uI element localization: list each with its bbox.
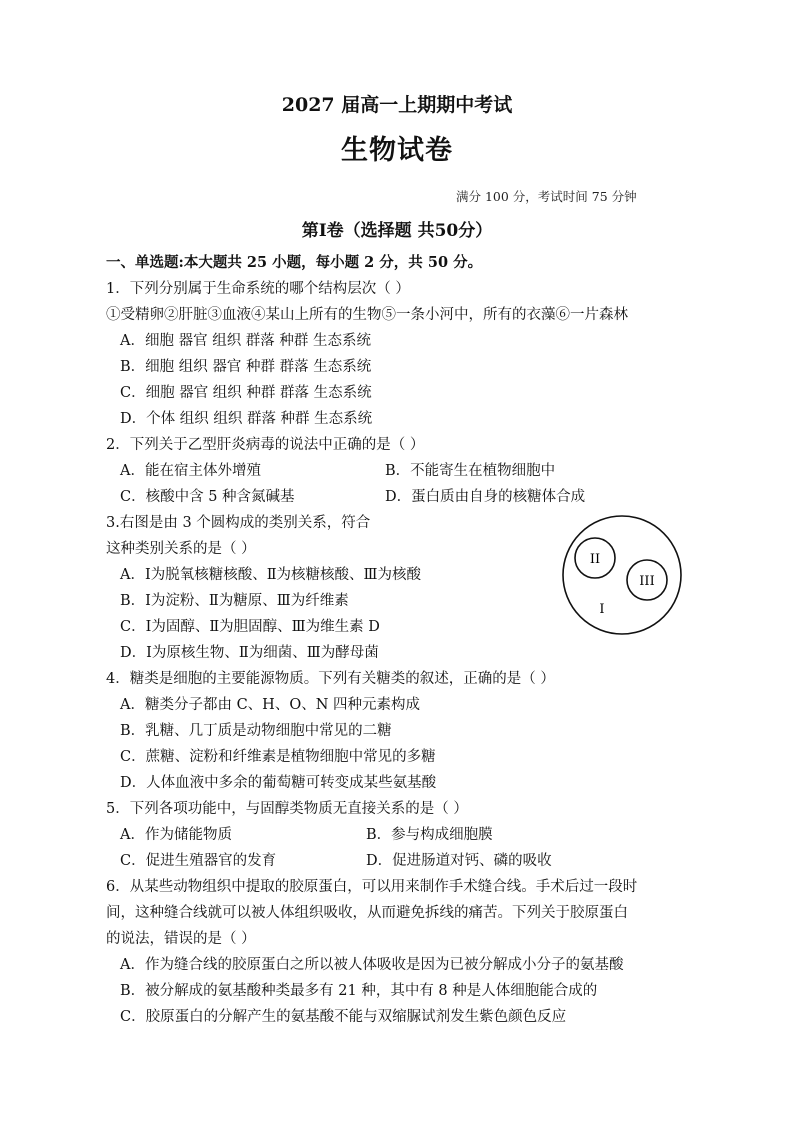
- question-4-option-a: A．糖类分子都由 C、H、O、N 四种元素构成: [120, 697, 421, 713]
- outer-circle: [563, 516, 681, 634]
- question-3-stem: 3.右图是由 3 个圆构成的类别关系，符合: [106, 515, 371, 531]
- question-5-option-c: C．促进生殖器官的发育: [120, 853, 277, 869]
- question-6-stem-2: 间，这种缝合线就可以被人体组织吸收，从而避免拆线的痛苦。下列关于胶原蛋白: [106, 905, 628, 921]
- exam-title: 2027 届高一上期期中考试: [281, 94, 513, 116]
- question-1-stem-2: ①受精卵②肝脏③血液④某山上所有的生物⑤一条小河中，所有的衣藻⑥一片森林: [106, 307, 628, 323]
- question-5-option-a: A．作为储能物质: [120, 827, 232, 843]
- label-outer: I: [599, 602, 605, 617]
- question-5-option-d: D．促进肠道对钙、磷的吸收: [366, 853, 552, 869]
- question-1-option-d: D．个体 组织 组织 群落 种群 生态系统: [120, 411, 373, 427]
- label-inner-1: II: [589, 552, 601, 567]
- question-3-option-d: D．Ⅰ为原核生物、Ⅱ为细菌、Ⅲ为酵母菌: [120, 645, 379, 661]
- question-6-option-c: C．胶原蛋白的分解产生的氨基酸不能与双缩脲试剂发生紫色颜色反应: [120, 1009, 567, 1025]
- question-1-option-b: B．细胞 组织 器官 种群 群落 生态系统: [120, 359, 372, 375]
- venn-diagram: [560, 513, 684, 637]
- question-6-stem-3: 的说法，错误的是（ ）: [106, 931, 256, 947]
- exam-meta: 满分 100 分，考试时间 75 分钟: [456, 189, 637, 204]
- question-4-option-b: B．乳糖、几丁质是动物细胞中常见的二糖: [120, 723, 392, 739]
- question-1-option-a: A．细胞 器官 组织 群落 种群 生态系统: [120, 333, 372, 349]
- question-2-stem: 2．下列关于乙型肝炎病毒的说法中正确的是（ ）: [106, 437, 425, 453]
- question-4-option-c: C．蔗糖、淀粉和纤维素是植物细胞中常见的多糖: [120, 749, 436, 765]
- question-6-option-a: A．作为缝合线的胶原蛋白之所以被人体吸收是因为已被分解成小分子的氨基酸: [120, 957, 624, 973]
- label-inner-2: III: [639, 574, 655, 589]
- question-6-option-b: B．被分解成的氨基酸种类最多有 21 种，其中有 8 种是人体细胞能合成的: [120, 983, 598, 999]
- part-heading: 一、单选题:本大题共 25 小题，每小题 2 分，共 50 分。: [106, 254, 483, 271]
- question-1-stem: 1．下列分别属于生命系统的哪个结构层次（ ）: [106, 281, 410, 297]
- section-title: 第Ⅰ卷（选择题 共50分）: [301, 221, 493, 241]
- question-3-option-c: C．Ⅰ为固醇、Ⅱ为胆固醇、Ⅲ为维生素 D: [120, 619, 380, 635]
- question-3-stem-2: 这种类别关系的是（ ）: [106, 541, 256, 557]
- question-2-option-d: D．蛋白质由自身的核糖体合成: [385, 489, 586, 505]
- question-5-stem: 5．下列各项功能中，与固醇类物质无直接关系的是（ ）: [106, 801, 468, 817]
- question-6-stem: 6．从某些动物组织中提取的胶原蛋白，可以用来制作手术缝合线。手术后过一段时: [106, 879, 638, 895]
- question-2-option-a: A．能在宿主体外增殖: [120, 463, 261, 479]
- question-4-option-d: D．人体血液中多余的葡萄糖可转变成某些氨基酸: [120, 775, 437, 791]
- question-2-option-c: C．核酸中含 5 种含氮碱基: [120, 489, 295, 505]
- question-3-option-b: B．Ⅰ为淀粉、Ⅱ为糖原、Ⅲ为纤维素: [120, 593, 349, 609]
- question-5-option-b: B．参与构成细胞膜: [366, 827, 493, 843]
- question-4-stem: 4．糖类是细胞的主要能源物质。下列有关糖类的叙述，正确的是（ ）: [106, 671, 555, 687]
- question-3-option-a: A．Ⅰ为脱氧核糖核酸、Ⅱ为核糖核酸、Ⅲ为核酸: [120, 567, 422, 583]
- question-1-option-c: C．细胞 器官 组织 种群 群落 生态系统: [120, 385, 372, 401]
- question-2-option-b: B．不能寄生在植物细胞中: [385, 463, 556, 479]
- subject-title: 生物试卷: [341, 135, 453, 166]
